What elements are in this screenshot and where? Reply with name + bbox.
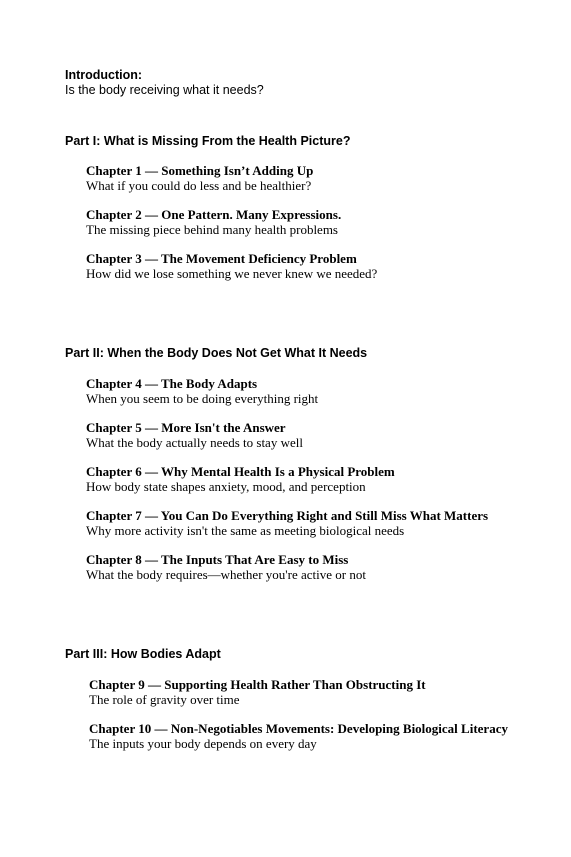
chapter-3-entry xyxy=(86,251,377,281)
chapter-9-title: Chapter 9 — Supporting Health Rather Than Obstructing It xyxy=(89,677,426,692)
chapter-8-subtitle: What the body requires—whether you're active or not xyxy=(86,567,366,582)
chapter-3-title: Chapter 3 — The Movement Deficiency Problem xyxy=(86,251,357,266)
chapter-2-subtitle: The missing piece behind many health problems xyxy=(86,222,338,237)
chapter-10-entry xyxy=(89,721,508,751)
chapter-6-entry xyxy=(86,464,395,494)
chapter-6-subtitle: How body state shapes anxiety, mood, and perception xyxy=(86,479,366,494)
chapter-5-subtitle: What the body actually needs to stay well xyxy=(86,435,303,450)
introduction-section xyxy=(65,68,264,98)
chapter-10-title: Chapter 10 — Non-Negotiables Movements: Developing Biological Literacy xyxy=(89,721,508,736)
chapter-8-entry xyxy=(86,552,366,582)
chapter-10-subtitle: The inputs your body depends on every day xyxy=(89,736,317,751)
part-3-title: Part III: How Bodies Adapt xyxy=(65,647,221,661)
introduction-subtitle: Is the body receiving what it needs? xyxy=(65,83,264,97)
chapter-4-entry xyxy=(86,376,318,406)
part-2-title: Part II: When the Body Does Not Get What It Needs xyxy=(65,346,368,360)
chapter-7-title: Chapter 7 — You Can Do Everything Right and Still Miss What Matters xyxy=(86,508,489,523)
chapter-8-title: Chapter 8 — The Inputs That Are Easy to Miss xyxy=(86,552,349,567)
introduction-heading: Introduction: xyxy=(65,68,143,82)
chapter-7-entry xyxy=(86,508,488,538)
chapter-1-subtitle: What if you could do less and be healthier? xyxy=(86,178,312,193)
chapter-4-title: Chapter 4 — The Body Adapts xyxy=(86,376,258,391)
chapter-5-entry xyxy=(86,420,303,450)
chapter-2-entry xyxy=(86,207,341,237)
part-1-title: Part I: What is Missing From the Health Picture? xyxy=(65,134,351,148)
chapter-4-subtitle: When you seem to be doing everything right xyxy=(86,391,319,406)
chapter-7-subtitle: Why more activity isn't the same as meeting biological needs xyxy=(86,523,405,538)
chapter-1-title: Chapter 1 — Something Isn’t Adding Up xyxy=(86,163,314,178)
chapter-9-subtitle: The role of gravity over time xyxy=(89,692,240,707)
chapter-3-subtitle: How did we lose something we never knew we needed? xyxy=(86,266,378,281)
chapter-1-entry xyxy=(86,163,313,193)
chapter-2-title: Chapter 2 — One Pattern. Many Expressions. xyxy=(86,207,342,222)
chapter-6-title: Chapter 6 — Why Mental Health Is a Physical Problem xyxy=(86,464,395,479)
chapter-5-title: Chapter 5 — More Isn't the Answer xyxy=(86,420,286,435)
chapter-9-entry xyxy=(89,677,426,707)
